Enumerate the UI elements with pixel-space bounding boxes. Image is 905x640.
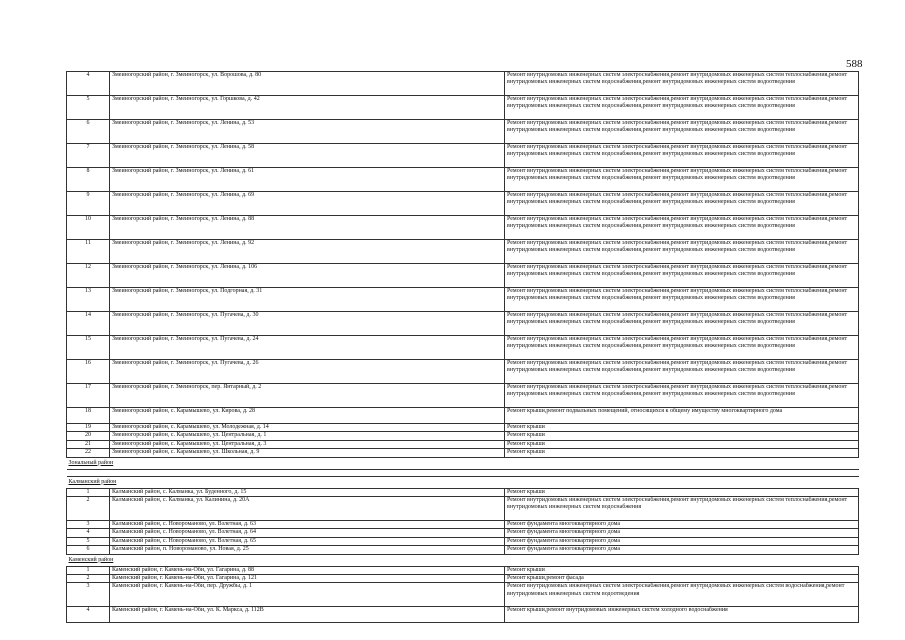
row-address: Змеиногорский район, г. Змеиногорск, ул. Ленина, д. 106 bbox=[110, 264, 505, 288]
row-works: Ремонт крыши,ремонт подвальных помещений, относящихся к общему имуществу многоквартирного дома bbox=[505, 408, 859, 424]
row-address: Змеиногорский район, г. Змеиногорск, пер. Янтарный, д. 2 bbox=[110, 384, 505, 408]
row-number: 1 bbox=[67, 566, 110, 574]
row-works: Ремонт крыши,ремонт фасада bbox=[505, 575, 859, 583]
row-number: 21 bbox=[67, 440, 110, 448]
table-row bbox=[67, 575, 859, 583]
row-works: Ремонт крыши,ремонт внутридомовых инженерных систем холодного водоснабжения bbox=[505, 607, 859, 623]
row-works: Ремонт внутридомовых инженерных систем электроснабжения,ремонт внутридомовых инженерных систем теплоснабжения,ремонт внутридомовых инженерных систем водоснабжения,ремонт внутридомовых инженерных систем водоотведения bbox=[505, 312, 859, 336]
section-header-row bbox=[67, 476, 859, 488]
table-row bbox=[67, 488, 859, 496]
row-number: 2 bbox=[67, 575, 110, 583]
section-label: Зональный район bbox=[67, 457, 859, 469]
row-number: 20 bbox=[67, 432, 110, 440]
row-number: 4 bbox=[67, 529, 110, 537]
row-address: Змеиногорский район, г. Змеиногорск, ул. Пугачева, д. 26 bbox=[110, 360, 505, 384]
table-row bbox=[67, 449, 859, 457]
row-address: Калманский район, с. Новороманово, ул. Взлетная, д. 64 bbox=[110, 529, 505, 537]
row-works: Ремонт крыши bbox=[505, 432, 859, 440]
table-row bbox=[67, 408, 859, 424]
table-row bbox=[67, 336, 859, 360]
row-works: Ремонт внутридомовых инженерных систем электроснабжения,ремонт внутридомовых инженерных систем водоснабжения,ремонт внутридомовых инженерных систем водоотведения bbox=[505, 583, 859, 607]
row-works: Ремонт внутридомовых инженерных систем электроснабжения,ремонт внутридомовых инженерных систем теплоснабжения,ремонт внутридомовых инженерных систем водоснабжения,ремонт внутридомовых инженерных систем водоотведения bbox=[505, 264, 859, 288]
table-row bbox=[67, 440, 859, 448]
row-address: Калманский район, с. Новороманово, ул. Взлетная, д. 63 bbox=[110, 521, 505, 529]
row-works: Ремонт фундамента многоквартирного дома bbox=[505, 537, 859, 545]
row-number: 15 bbox=[67, 336, 110, 360]
row-works: Ремонт внутридомовых инженерных систем электроснабжения,ремонт внутридомовых инженерных систем теплоснабжения,ремонт внутридомовых инженерных систем водоснабжения,ремонт внутридомовых инженерных систем водоотведения bbox=[505, 336, 859, 360]
row-address: Калманский район, с. Калманка, ул. Буденного, д. 15 bbox=[110, 488, 505, 496]
row-number: 8 bbox=[67, 168, 110, 192]
row-works: Ремонт внутридомовых инженерных систем электроснабжения,ремонт внутридомовых инженерных систем теплоснабжения,ремонт внутридомовых инженерных систем водоснабжения bbox=[505, 497, 859, 521]
table-row bbox=[67, 537, 859, 545]
page-number: 588 bbox=[846, 58, 863, 70]
row-number: 14 bbox=[67, 312, 110, 336]
row-address: Калманский район, с. Калманка, ул. Калинина, д. 20А bbox=[110, 497, 505, 521]
spacer-cell bbox=[67, 469, 859, 476]
row-works: Ремонт внутридомовых инженерных систем электроснабжения,ремонт внутридомовых инженерных систем теплоснабжения,ремонт внутридомовых инженерных систем водоснабжения,ремонт внутридомовых инженерных систем водоотведения bbox=[505, 120, 859, 144]
row-number: 2 bbox=[67, 497, 110, 521]
table-row bbox=[67, 264, 859, 288]
table-row bbox=[67, 240, 859, 264]
row-number: 13 bbox=[67, 288, 110, 312]
row-address: Калманский район, п. Новороманово, ул. Новая, д. 25 bbox=[110, 546, 505, 554]
row-address: Змеиногорский район, г. Змеиногорск, ул. Ленина, д. 92 bbox=[110, 240, 505, 264]
row-works: Ремонт фундамента многоквартирного дома bbox=[505, 546, 859, 554]
row-works: Ремонт крыши bbox=[505, 566, 859, 574]
table-row bbox=[67, 168, 859, 192]
row-address: Змеиногорский район, г. Змеиногорск, ул. Ленина, д. 53 bbox=[110, 120, 505, 144]
repair-register-table bbox=[66, 71, 859, 623]
table-row bbox=[67, 529, 859, 537]
row-address: Каменский район, г. Камень-на-Оби, пер. Дружбы, д. 1 bbox=[110, 583, 505, 607]
row-number: 3 bbox=[67, 583, 110, 607]
table-row bbox=[67, 607, 859, 623]
row-number: 7 bbox=[67, 144, 110, 168]
row-address: Каменский район, г. Камень-на-Оби, ул. Гагарина, д. 88 bbox=[110, 566, 505, 574]
row-number: 4 bbox=[67, 607, 110, 623]
table-row bbox=[67, 583, 859, 607]
row-number: 9 bbox=[67, 192, 110, 216]
row-number: 6 bbox=[67, 546, 110, 554]
row-works: Ремонт внутридомовых инженерных систем электроснабжения,ремонт внутридомовых инженерных систем теплоснабжения,ремонт внутридомовых инженерных систем водоснабжения,ремонт внутридомовых инженерных систем водоотведения bbox=[505, 192, 859, 216]
row-address: Змеиногорский район, г. Змеиногорск, ул. Ворошова, д. 80 bbox=[110, 72, 505, 96]
row-number: 10 bbox=[67, 216, 110, 240]
row-address: Змеиногорский район, г. Змеиногорск, ул. Ленина, д. 88 bbox=[110, 216, 505, 240]
row-address: Змеиногорский район, с. Карамышево, ул. Центральная, д. 3 bbox=[110, 440, 505, 448]
table-row bbox=[67, 72, 859, 96]
row-works: Ремонт крыши bbox=[505, 488, 859, 496]
row-number: 6 bbox=[67, 120, 110, 144]
section-label: Каменский район bbox=[67, 554, 859, 566]
row-works: Ремонт внутридомовых инженерных систем электроснабжения,ремонт внутридомовых инженерных систем теплоснабжения,ремонт внутридомовых инженерных систем водоснабжения,ремонт внутридомовых инженерных систем водоотведения bbox=[505, 96, 859, 120]
row-works: Ремонт внутридомовых инженерных систем электроснабжения,ремонт внутридомовых инженерных систем теплоснабжения,ремонт внутридомовых инженерных систем водоснабжения,ремонт внутридомовых инженерных систем водоотведения bbox=[505, 144, 859, 168]
row-works: Ремонт крыши bbox=[505, 440, 859, 448]
row-works: Ремонт крыши bbox=[505, 424, 859, 432]
row-address: Змеиногорский район, с. Карамышево, ул. Центральная, д. 1 bbox=[110, 432, 505, 440]
spacer-row bbox=[67, 469, 859, 476]
table-row bbox=[67, 424, 859, 432]
section-header-row bbox=[67, 554, 859, 566]
row-works: Ремонт внутридомовых инженерных систем электроснабжения,ремонт внутридомовых инженерных систем теплоснабжения,ремонт внутридомовых инженерных систем водоснабжения,ремонт внутридомовых инженерных систем водоотведения bbox=[505, 72, 859, 96]
table-row bbox=[67, 521, 859, 529]
row-number: 5 bbox=[67, 96, 110, 120]
row-address: Змеиногорский район, с. Карамышево, ул. Кирова, д. 28 bbox=[110, 408, 505, 424]
row-address: Змеиногорский район, г. Змеиногорск, ул. Ленина, д. 58 bbox=[110, 144, 505, 168]
table-row bbox=[67, 96, 859, 120]
row-number: 5 bbox=[67, 537, 110, 545]
row-number: 12 bbox=[67, 264, 110, 288]
register-body bbox=[67, 72, 859, 623]
row-number: 4 bbox=[67, 72, 110, 96]
table-row bbox=[67, 312, 859, 336]
table-row bbox=[67, 546, 859, 554]
row-number: 22 bbox=[67, 449, 110, 457]
row-works: Ремонт фундамента многоквартирного дома bbox=[505, 529, 859, 537]
row-address: Каменский район, г. Камень-на-Оби, ул. Гагарина, д. 121 bbox=[110, 575, 505, 583]
row-number: 16 bbox=[67, 360, 110, 384]
row-address: Змеиногорский район, г. Змеиногорск, ул. Ленина, д. 61 bbox=[110, 168, 505, 192]
row-address: Каменский район, г. Камень-на-Оби, ул. К. Маркса, д. 112В bbox=[110, 607, 505, 623]
table-row bbox=[67, 288, 859, 312]
row-address: Змеиногорский район, г. Змеиногорск, ул. Ленина, д. 69 bbox=[110, 192, 505, 216]
row-number: 18 bbox=[67, 408, 110, 424]
row-number: 3 bbox=[67, 521, 110, 529]
row-works: Ремонт внутридомовых инженерных систем электроснабжения,ремонт внутридомовых инженерных систем теплоснабжения,ремонт внутридомовых инженерных систем водоснабжения,ремонт внутридомовых инженерных систем водоотведения bbox=[505, 168, 859, 192]
row-works: Ремонт внутридомовых инженерных систем электроснабжения,ремонт внутридомовых инженерных систем теплоснабжения,ремонт внутридомовых инженерных систем водоснабжения,ремонт внутридомовых инженерных систем водоотведения bbox=[505, 288, 859, 312]
table-row bbox=[67, 192, 859, 216]
section-label: Калманский район bbox=[67, 476, 859, 488]
table-row bbox=[67, 432, 859, 440]
row-address: Змеиногорский район, с. Карамышево, ул. Школьная, д. 9 bbox=[110, 449, 505, 457]
row-works: Ремонт внутридомовых инженерных систем электроснабжения,ремонт внутридомовых инженерных систем теплоснабжения,ремонт внутридомовых инженерных систем водоснабжения,ремонт внутридомовых инженерных систем водоотведения bbox=[505, 384, 859, 408]
row-address: Змеиногорский район, с. Карамышево, ул. Молодежная, д. 14 bbox=[110, 424, 505, 432]
row-works: Ремонт внутридомовых инженерных систем электроснабжения,ремонт внутридомовых инженерных систем теплоснабжения,ремонт внутридомовых инженерных систем водоснабжения,ремонт внутридомовых инженерных систем водоотведения bbox=[505, 360, 859, 384]
row-address: Змеиногорский район, г. Змеиногорск, ул. Пугачева, д. 30 bbox=[110, 312, 505, 336]
row-number: 19 bbox=[67, 424, 110, 432]
row-works: Ремонт крыши bbox=[505, 449, 859, 457]
row-address: Змеиногорский район, г. Змеиногорск, ул. Горшкова, д. 42 bbox=[110, 96, 505, 120]
row-number: 1 bbox=[67, 488, 110, 496]
row-works: Ремонт внутридомовых инженерных систем электроснабжения,ремонт внутридомовых инженерных систем теплоснабжения,ремонт внутридомовых инженерных систем водоснабжения,ремонт внутридомовых инженерных систем водоотведения bbox=[505, 240, 859, 264]
table-row bbox=[67, 216, 859, 240]
row-number: 17 bbox=[67, 384, 110, 408]
table-row bbox=[67, 497, 859, 521]
row-number: 11 bbox=[67, 240, 110, 264]
row-address: Калманский район, с. Новороманово, ул. Взлетная, д. 65 bbox=[110, 537, 505, 545]
table-row bbox=[67, 566, 859, 574]
table-row bbox=[67, 144, 859, 168]
row-address: Змеиногорский район, г. Змеиногорск, ул. Пугачева, д. 24 bbox=[110, 336, 505, 360]
row-works: Ремонт фундамента многоквартирного дома bbox=[505, 521, 859, 529]
table-row bbox=[67, 360, 859, 384]
table-row bbox=[67, 120, 859, 144]
row-address: Змеиногорский район, г. Змеиногорск, ул. Подгорная, д. 31 bbox=[110, 288, 505, 312]
section-header-row bbox=[67, 457, 859, 469]
table-row bbox=[67, 384, 859, 408]
row-works: Ремонт внутридомовых инженерных систем электроснабжения,ремонт внутридомовых инженерных систем теплоснабжения,ремонт внутридомовых инженерных систем водоснабжения,ремонт внутридомовых инженерных систем водоотведения bbox=[505, 216, 859, 240]
